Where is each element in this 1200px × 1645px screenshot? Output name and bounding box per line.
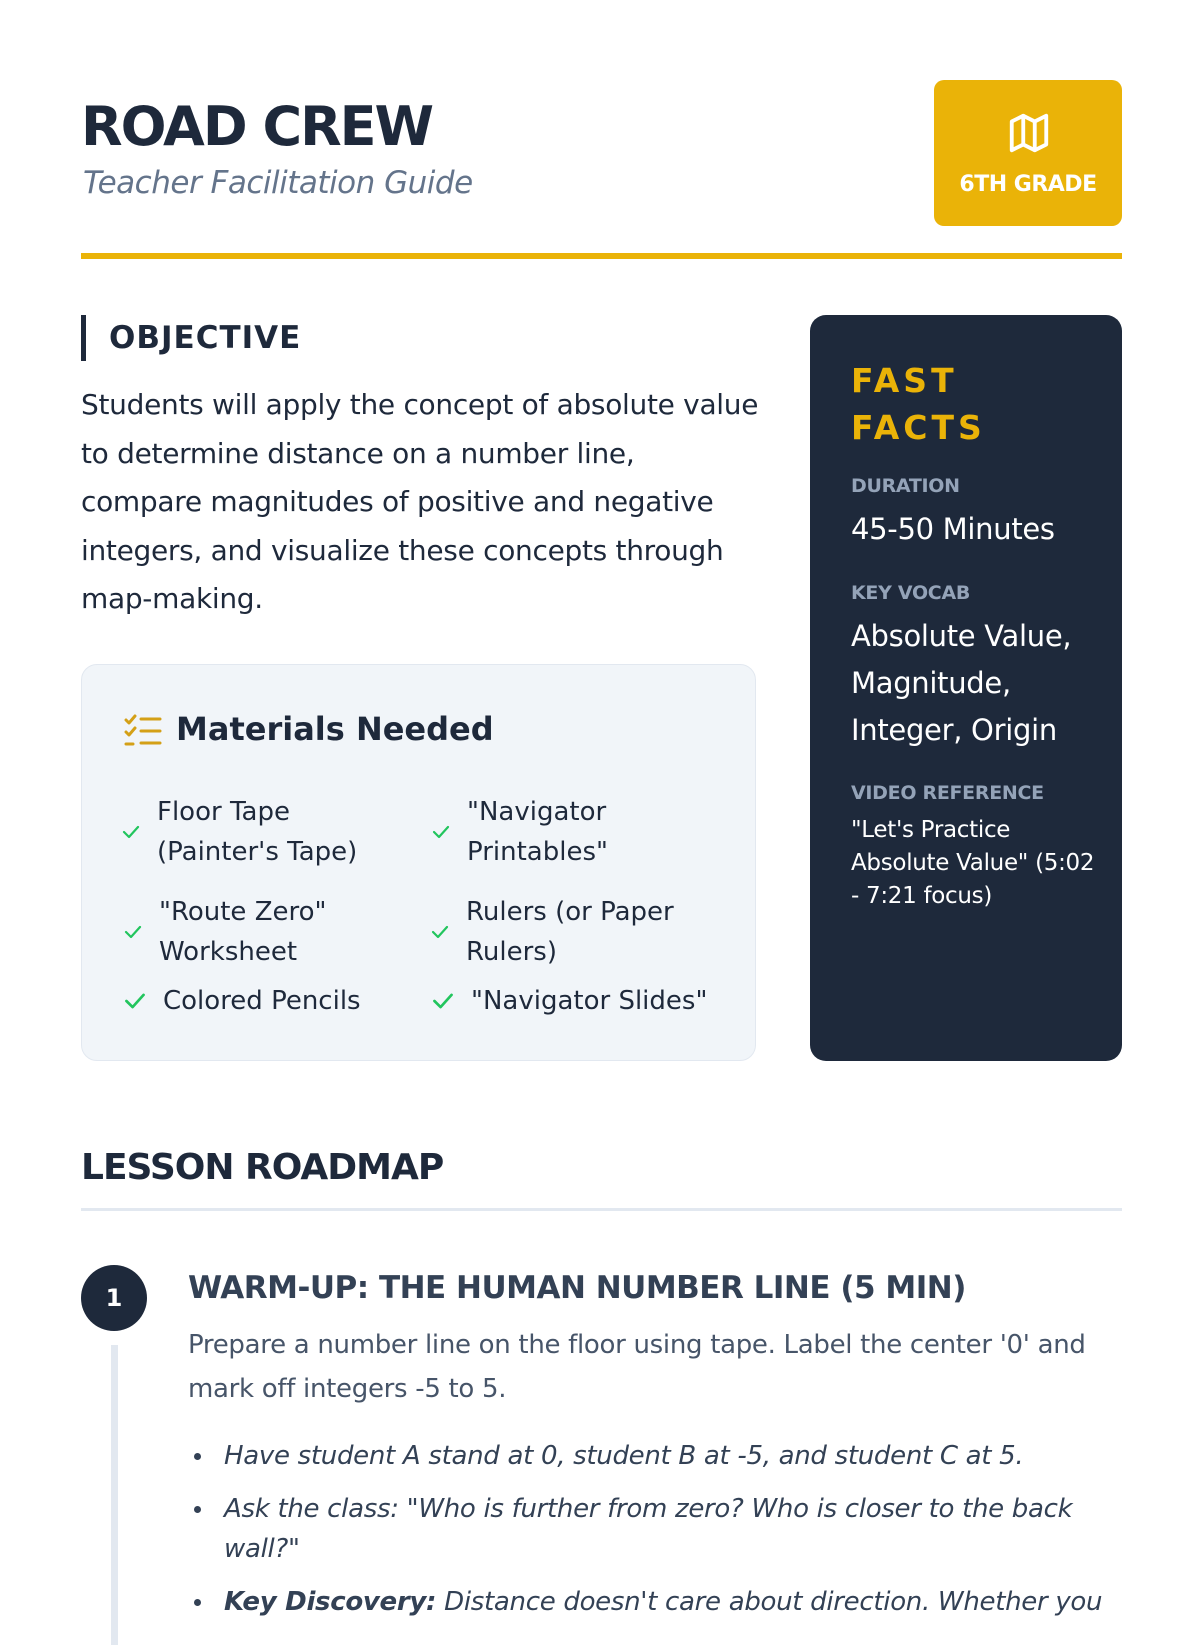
step-bullet: Have student A stand at 0, student B at -5, and student C at 5. xyxy=(224,1436,1104,1476)
check-icon xyxy=(122,823,140,841)
check-icon xyxy=(431,923,449,941)
fast-facts-title: FAST FACTS xyxy=(851,361,986,447)
step-title: WARM-UP: THE HUMAN NUMBER LINE (5 MIN) xyxy=(188,1270,966,1306)
grade-badge xyxy=(934,80,1122,226)
materials-title: Materials Needed xyxy=(176,710,494,748)
guide-header xyxy=(81,80,1122,260)
key-discovery-label: Key Discovery: xyxy=(224,1587,437,1617)
key-vocab-label: KEY VOCAB xyxy=(851,582,971,604)
material-item xyxy=(467,792,697,872)
material-label: Floor Tape (Painter's Tape) xyxy=(157,797,358,867)
roadmap-title: LESSON ROADMAP xyxy=(81,1147,444,1188)
material-label: Rulers (or Paper Rulers) xyxy=(466,897,674,967)
key-discovery-text: Distance doesn't care about direction. Whether you xyxy=(436,1587,1103,1617)
step-number: 1 xyxy=(81,1265,147,1331)
materials-card xyxy=(81,664,756,1061)
step-connector xyxy=(111,1345,118,1645)
material-label: "Route Zero" Worksheet xyxy=(159,897,327,967)
material-item xyxy=(466,892,706,972)
fast-facts-card xyxy=(810,315,1122,1061)
check-icon xyxy=(432,823,450,841)
key-vocab-value: Absolute Value, Magnitude, Integer, Origin xyxy=(851,619,1072,747)
step-bullet-list xyxy=(224,1436,1104,1635)
checklist-icon xyxy=(124,714,162,748)
material-label: "Navigator Printables" xyxy=(467,797,608,867)
check-icon xyxy=(124,990,146,1012)
material-item xyxy=(163,981,423,1021)
page-subtitle: Teacher Facilitation Guide xyxy=(83,165,473,201)
material-label: "Navigator Slides" xyxy=(471,986,708,1016)
objective-heading: OBJECTIVE xyxy=(81,315,301,361)
material-item xyxy=(157,792,387,872)
step-bullet: Ask the class: "Who is further from zero? Who is closer to the back wall?" xyxy=(224,1489,1104,1569)
material-label: Colored Pencils xyxy=(163,986,361,1016)
key-discovery xyxy=(224,1582,1104,1622)
duration-value: 45-50 Minutes xyxy=(851,512,1055,546)
objective-text: Students will apply the concept of absolute value to determine distance on a number line, compare magnitudes of positive and negative integers, and visualize these concepts through map-making. xyxy=(81,388,759,615)
map-icon xyxy=(1006,110,1052,156)
check-icon xyxy=(124,923,142,941)
video-reference-label: VIDEO REFERENCE xyxy=(851,782,1044,804)
material-item xyxy=(471,981,741,1021)
grade-label: 6TH GRADE xyxy=(959,172,1097,197)
step-description: Prepare a number line on the floor using tape. Label the center '0' and mark off integers -5 to 5. xyxy=(188,1330,1086,1404)
roadmap-divider xyxy=(81,1208,1122,1211)
page-title: ROAD CREW xyxy=(81,95,433,158)
check-icon xyxy=(432,990,454,1012)
video-reference-value: "Let's Practice Absolute Value" (5:02 - 7:21 focus) xyxy=(851,817,1095,909)
header-divider xyxy=(81,253,1122,259)
duration-label: DURATION xyxy=(851,475,960,497)
material-item xyxy=(159,892,389,972)
